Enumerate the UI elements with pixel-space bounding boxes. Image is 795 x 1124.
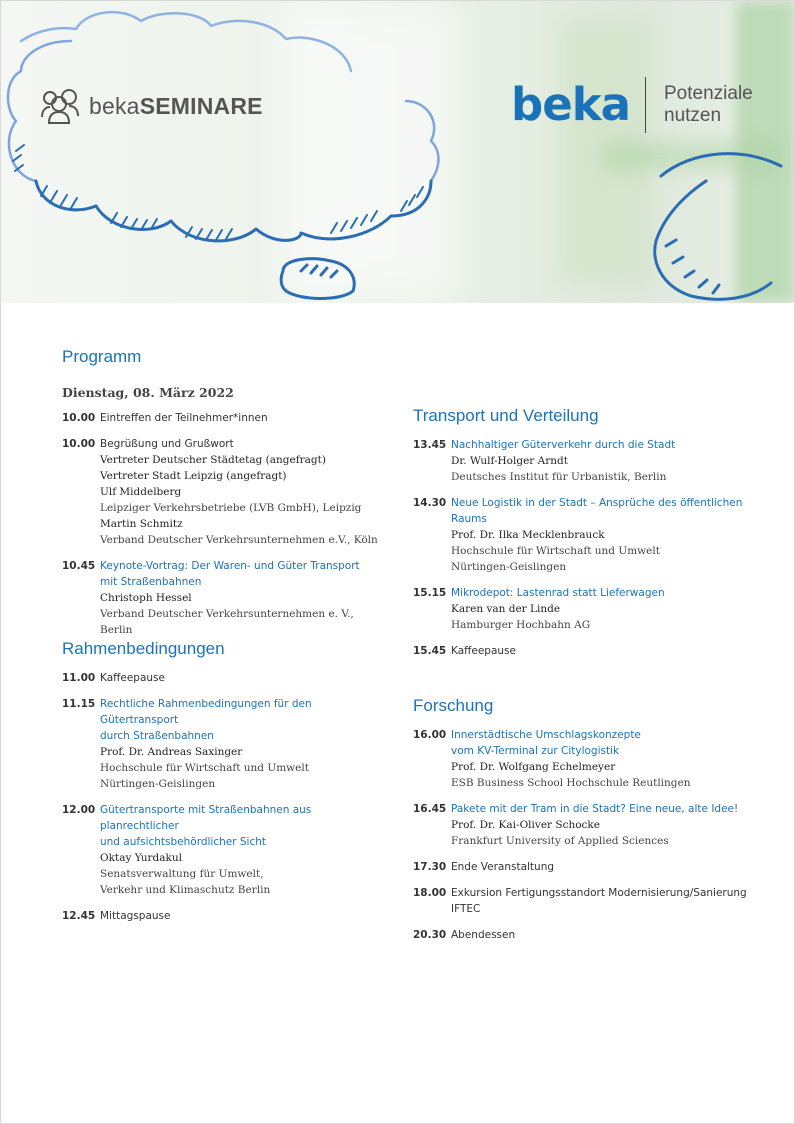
speaker-organization: Verband Deutscher Verkehrsunternehmen e.V., Köln bbox=[100, 534, 378, 546]
tagline-line-2: nutzen bbox=[664, 105, 722, 126]
agenda-item bbox=[413, 585, 773, 633]
agenda-item bbox=[62, 802, 387, 898]
left-column bbox=[62, 346, 387, 924]
agenda-time: 12.45 bbox=[62, 910, 96, 922]
agenda-item bbox=[62, 410, 387, 426]
agenda-body bbox=[451, 437, 773, 485]
talk-title: durch Straßenbahnen bbox=[100, 730, 214, 742]
program-title: Programm bbox=[62, 347, 142, 366]
agenda-item bbox=[413, 643, 773, 659]
speaker-name: Ulf Middelberg bbox=[100, 486, 182, 498]
agenda-time: 15.15 bbox=[413, 587, 447, 599]
forschung-list bbox=[413, 727, 773, 943]
agenda-time: 17.30 bbox=[413, 861, 447, 873]
people-icon bbox=[39, 87, 81, 125]
speaker-organization: Verband Deutscher Verkehrsunternehmen e. V., Berlin bbox=[100, 608, 354, 636]
agenda-item bbox=[413, 885, 773, 917]
seminare-wordmark bbox=[89, 93, 263, 120]
agenda-body bbox=[451, 727, 773, 791]
beka-seminare-logo bbox=[39, 87, 263, 125]
agenda-title: Exkursion Fertigungsstandort Modernisierung/Sanierung IFTEC bbox=[451, 887, 747, 915]
agenda-item bbox=[413, 495, 773, 575]
speaker-organization: Frankfurt University of Applied Sciences bbox=[451, 835, 669, 847]
agenda-body bbox=[100, 696, 387, 792]
agenda-title: Ende Veranstaltung bbox=[451, 861, 555, 873]
speaker-name: Prof. Dr. Ilka Mecklenbrauck bbox=[451, 529, 605, 541]
speaker-name: Dr. Wulf-Holger Arndt bbox=[451, 455, 568, 467]
agenda-body bbox=[451, 801, 773, 849]
speaker-name: Martin Schmitz bbox=[100, 518, 183, 530]
agenda-time: 10.45 bbox=[62, 560, 96, 572]
agenda-time: 13.45 bbox=[413, 439, 447, 451]
agenda-item bbox=[413, 727, 773, 791]
agenda-body bbox=[100, 802, 387, 898]
speaker-organization: Leipziger Verkehrsbetriebe (LVB GmbH), Leipzig bbox=[100, 502, 362, 514]
speaker-organization: Hochschule für Wirtschaft und Umwelt bbox=[451, 545, 660, 557]
speaker-organization: Deutsches Institut für Urbanistik, Berlin bbox=[451, 471, 667, 483]
agenda-title: Eintreffen der Teilnehmer*innen bbox=[100, 412, 268, 424]
agenda-time: 18.00 bbox=[413, 887, 447, 899]
section-title-forschung: Forschung bbox=[413, 696, 494, 715]
speaker-name: Vertreter Deutscher Städtetag (angefragt) bbox=[100, 454, 326, 466]
agenda-time: 16.45 bbox=[413, 803, 447, 815]
speaker-organization: Senatsverwaltung für Umwelt, bbox=[100, 868, 264, 880]
intro-list bbox=[62, 410, 387, 638]
beka-tagline bbox=[664, 83, 753, 127]
agenda-time: 20.30 bbox=[413, 929, 447, 941]
speaker-organization: Hamburger Hochbahn AG bbox=[451, 619, 591, 631]
agenda-item bbox=[62, 436, 387, 548]
agenda-body bbox=[100, 436, 387, 548]
speaker-organization: Verkehr und Klimaschutz Berlin bbox=[100, 884, 271, 896]
agenda-item bbox=[413, 801, 773, 849]
talk-title: Pakete mit der Tram in die Stadt? Eine neue, alte Idee! bbox=[451, 803, 739, 815]
talk-title: Keynote-Vortrag: Der Waren- und Güter Transport bbox=[100, 560, 360, 572]
agenda-item bbox=[62, 908, 387, 924]
header-banner bbox=[1, 1, 794, 303]
agenda-body bbox=[451, 927, 773, 943]
agenda-time: 11.15 bbox=[62, 698, 96, 710]
agenda-body bbox=[451, 495, 773, 575]
agenda-title: Kaffeepause bbox=[451, 645, 516, 657]
talk-title: Innerstädtische Umschlagskonzepte bbox=[451, 729, 641, 741]
agenda-title: Begrüßung und Grußwort bbox=[100, 438, 234, 450]
agenda-item bbox=[413, 927, 773, 943]
talk-title: Nachhaltiger Güterverkehr durch die Stadt bbox=[451, 439, 676, 451]
seminare-brand-light: beka bbox=[89, 92, 140, 119]
agenda-body bbox=[451, 643, 773, 659]
talk-title: Gütertransporte mit Straßenbahnen aus planrechtlicher bbox=[100, 804, 312, 832]
speaker-name: Prof. Dr. Andreas Saxinger bbox=[100, 746, 243, 758]
transport-list bbox=[413, 437, 773, 659]
speaker-name: Christoph Hessel bbox=[100, 592, 192, 604]
rahmen-list bbox=[62, 670, 387, 924]
speaker-organization: ESB Business School Hochschule Reutlingen bbox=[451, 777, 691, 789]
section-title-transport: Transport und Verteilung bbox=[413, 406, 599, 425]
agenda-time: 10.00 bbox=[62, 438, 96, 450]
agenda-time: 15.45 bbox=[413, 645, 447, 657]
agenda-title: Mittagspause bbox=[100, 910, 171, 922]
program-date: Dienstag, 08. März 2022 bbox=[62, 385, 234, 400]
agenda-title: Kaffeepause bbox=[100, 672, 165, 684]
agenda-title: Abendessen bbox=[451, 929, 516, 941]
agenda-item bbox=[62, 670, 387, 686]
speaker-name: Vertreter Stadt Leipzig (angefragt) bbox=[100, 470, 287, 482]
agenda-body bbox=[100, 558, 387, 638]
tagline-line-1: Potenziale bbox=[664, 83, 753, 104]
thought-cloud-illustration bbox=[1, 1, 794, 303]
logo-divider bbox=[645, 77, 646, 133]
agenda-time: 14.30 bbox=[413, 497, 447, 509]
speaker-organization: Hochschule für Wirtschaft und Umwelt bbox=[100, 762, 309, 774]
speaker-organization: Nürtingen-Geislingen bbox=[100, 778, 216, 790]
right-column bbox=[413, 405, 773, 943]
agenda-item bbox=[62, 696, 387, 792]
talk-title: mit Straßenbahnen bbox=[100, 576, 202, 588]
talk-title: und aufsichtsbehördlicher Sicht bbox=[100, 836, 267, 848]
speaker-name: Oktay Yurdakul bbox=[100, 852, 182, 864]
agenda-item bbox=[413, 859, 773, 875]
agenda-item bbox=[413, 437, 773, 485]
speaker-name: Karen van der Linde bbox=[451, 603, 561, 615]
agenda-body bbox=[100, 908, 387, 924]
agenda-time: 11.00 bbox=[62, 672, 96, 684]
speaker-organization: Nürtingen-Geislingen bbox=[451, 561, 567, 573]
agenda-time: 16.00 bbox=[413, 729, 447, 741]
agenda-time: 10.00 bbox=[62, 412, 96, 424]
talk-title: Neue Logistik in der Stadt – Ansprüche des öffentlichen Raums bbox=[451, 497, 743, 525]
agenda-body bbox=[451, 585, 773, 633]
talk-title: Rechtliche Rahmenbedingungen für den Gütertransport bbox=[100, 698, 312, 726]
agenda-body bbox=[100, 670, 387, 686]
beka-logo: beka bbox=[511, 78, 631, 131]
speaker-name: Prof. Dr. Wolfgang Echelmeyer bbox=[451, 761, 616, 773]
agenda-body bbox=[451, 859, 773, 875]
agenda-body bbox=[451, 885, 773, 917]
speaker-name: Prof. Dr. Kai-Oliver Schocke bbox=[451, 819, 601, 831]
agenda-body bbox=[100, 410, 387, 426]
talk-title: vom KV-Terminal zur Citylogistik bbox=[451, 745, 620, 757]
agenda-item bbox=[62, 558, 387, 638]
agenda-time: 12.00 bbox=[62, 804, 96, 816]
seminare-brand-bold: SEMINARE bbox=[139, 92, 263, 119]
talk-title: Mikrodepot: Lastenrad statt Lieferwagen bbox=[451, 587, 665, 599]
section-title-rahmen: Rahmenbedingungen bbox=[62, 639, 225, 658]
